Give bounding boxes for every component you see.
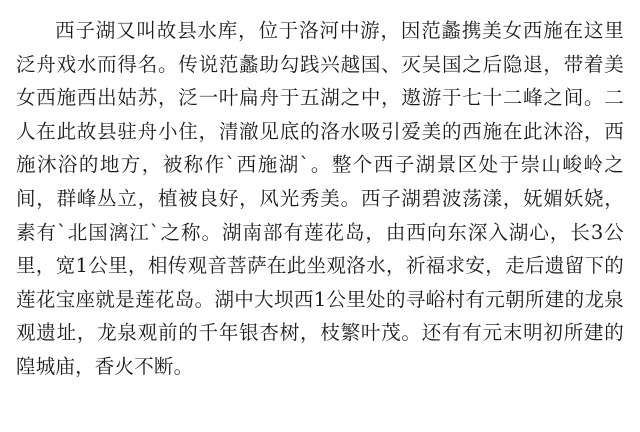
paragraph: 西子湖又叫故县水库，位于洛河中游，因范蠡携美女西施在这里泛舟戏水而得名。传说范蠡助勾践兴越国、灭吴国之后隐退，带着美女西施西出姑苏，泛一叶扁舟于五湖之中，遨游于七十二峰之间。二人在此故县驻舟小住，清澈见底的洛水吸引爱美的西施在此沐浴，西施沐浴的地方，被称作`西施湖`。整个西子湖景区处于崇山峻岭之间，群峰丛立，植被良好，风光秀美。西子湖碧波荡漾，妩媚妖娆，素有`北国漓江`之称。湖南部有莲花岛，由西向东深入湖心，长3公里，宽1公里，相传观音菩萨在此坐观洛水，祈福求安，走后遗留下的莲花宝座就是莲花岛。湖中大坝西1公里处的寻峪村有元朝所建的龙泉观遗址，龙泉观前的千年银杏树，枝繁叶茂。还有有元末明初所建的隍城庙，香火不断。	[16, 19, 624, 378]
article-body	[16, 14, 624, 384]
